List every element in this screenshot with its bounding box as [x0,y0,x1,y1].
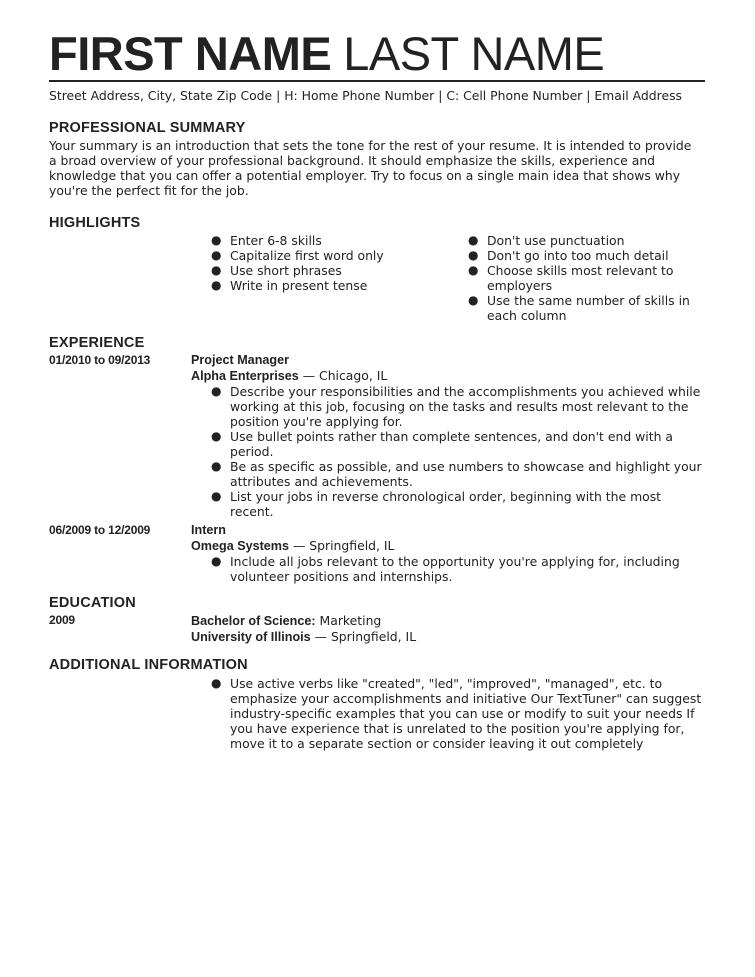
job-dates: 06/2009 to 12/2009 [49,523,151,537]
bullet-icon: ● [468,248,479,262]
bullet-icon: ● [211,554,222,568]
bullet-icon: ● [211,233,222,247]
first-name: FIRST NAME [49,27,332,80]
contact-info: Street Address, City, State Zip Code | H: Home Phone Number | C: Cell Phone Number | Email Address [49,88,682,103]
last-name: LAST NAME [343,27,605,80]
job-title: Intern [191,523,226,537]
bullet-icon: ● [211,489,222,503]
list-item: ● Be as specific as possible, and use numbers to showcase and highlight your attributes and achievements. [211,459,702,489]
highlights-section [49,215,705,323]
full-name [49,27,705,80]
list-item: ● Use short phrases [211,263,342,278]
bullet-icon: ● [468,233,479,247]
additional-section [49,657,705,751]
list-item: ● Don't use punctuation [468,233,625,248]
bullet-icon: ● [468,293,479,307]
bullet-icon: ● [211,263,222,277]
highlights-left-list [211,233,468,323]
list-item: ● Enter 6-8 skills [211,233,322,248]
education-degree: Bachelor of Science: Marketing [191,613,382,628]
bullet-icon: ● [468,263,479,277]
education-school: University of Illinois — Springfield, IL [191,629,417,644]
bullet-icon: ● [211,459,222,473]
job-bullets [211,384,705,519]
bullet-icon: ● [211,676,222,690]
bullet-icon: ● [211,429,222,443]
job-entry [49,353,705,519]
job-company: Alpha Enterprises — Chicago, IL [191,368,388,383]
list-item: ● List your jobs in reverse chronological order, beginning with the most recent. [211,489,662,519]
list-item: ● Choose skills most relevant to employers [468,263,674,293]
list-item: ● Capitalize first word only [211,248,384,263]
job-bullets [211,554,705,584]
additional-title: ADDITIONAL INFORMATION [49,657,248,673]
job-dates: 01/2010 to 09/2013 [49,353,151,367]
list-item: ● Write in present tense [211,278,368,293]
education-title: EDUCATION [49,595,136,611]
list-item: ● Include all jobs relevant to the opportunity you're applying for, including volunteer positions and internships. [211,554,680,584]
summary-text: Your summary is an introduction that sets the tone for the rest of your resume. It is intended to provide a broad overview of your professional background. It should emphasize the skills, experience and knowledge that you can offer a potential employer. Try to focus on a single main idea that shows why you're the perfect fit for the job. [49,138,692,198]
education-section [49,595,705,645]
summary-section [49,120,705,198]
experience-title: EXPERIENCE [49,335,145,351]
job-company: Omega Systems — Springfield, IL [191,538,395,553]
highlights-right-list [468,233,703,323]
highlights-title: HIGHLIGHTS [49,215,141,231]
education-year: 2009 [49,613,75,627]
job-title: Project Manager [191,353,289,367]
list-item: ● Use active verbs like "created", "led", "improved", "managed", etc. to emphasize your accomplishments and initiative Our TextTuner" can suggest industry-specific examples that you can use or modify to suit your needs If you have experience that is unrelated to the position you're applying for, move it to a separate section or consider leaving it out completely [211,676,702,751]
header-divider [49,80,705,82]
list-item: ● Don't go into too much detail [468,248,669,263]
list-item: ● Use the same number of skills in each column [468,293,690,323]
bullet-icon: ● [211,278,222,292]
list-item: ● Use bullet points rather than complete sentences, and don't end with a period. [211,429,673,459]
bullet-icon: ● [211,384,222,398]
additional-bullets [211,676,706,751]
job-entry [49,523,705,584]
bullet-icon: ● [211,248,222,262]
summary-title: PROFESSIONAL SUMMARY [49,120,246,136]
list-item: ● Describe your responsibilities and the accomplishments you achieved while working at this job, focusing on the tasks and results most relevant to the position you're applying for. [211,384,701,429]
experience-section [49,335,705,584]
